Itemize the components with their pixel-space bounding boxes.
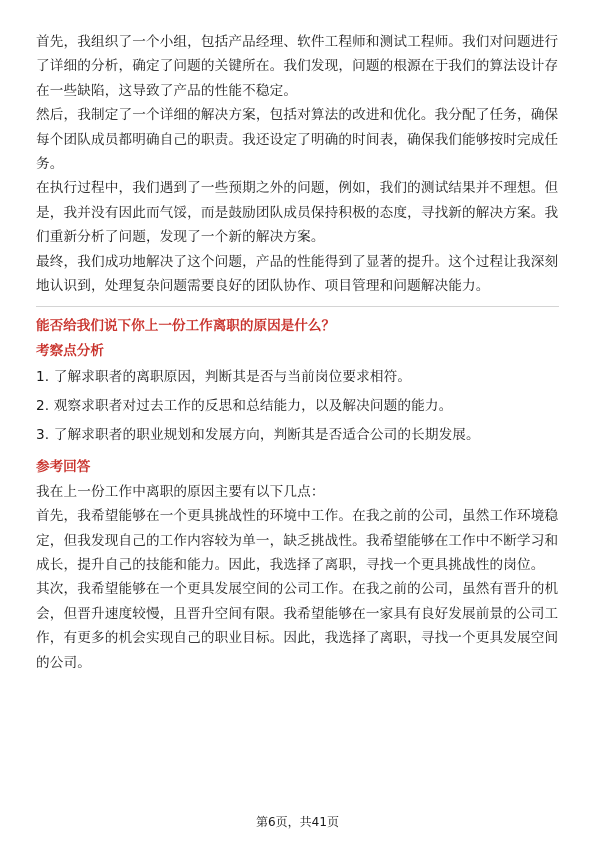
analysis-item-1: 1. 了解求职者的离职原因，判断其是否与当前岗位要求相符。: [36, 369, 412, 386]
question-title: 能否给我们说下你上一份工作离职的原因是什么？: [36, 318, 336, 335]
answer-heading: 参考回答: [36, 459, 91, 476]
page-number: 第6页，共41页: [256, 815, 339, 829]
intro-paragraph-4: 最终，我们成功地解决了这个问题，产品的性能得到了显著的提升。这个过程让我深刻地认识到，处理复杂问题需要良好的团队协作、项目管理和问题解决能力。: [36, 253, 559, 295]
document-page: [36, 30, 559, 675]
intro-paragraph-2: 然后，我制定了一个详细的解决方案，包括对算法的改进和优化。我分配了任务，确保每个团队成员都明确自己的职责。我还设定了明确的时间表，确保我们能够按时完成任务。: [36, 107, 559, 173]
analysis-item-2: 2. 观察求职者对过去工作的反思和总结能力，以及解决问题的能力。: [36, 398, 453, 415]
analysis-item-3: 3. 了解求职者的职业规划和发展方向，判断其是否适合公司的长期发展。: [36, 427, 480, 444]
intro-paragraph-3: 在执行过程中，我们遇到了一些预期之外的问题，例如，我们的测试结果并不理想。但是，我并没有因此而气馁，而是鼓励团队成员保持积极的态度，寻找新的解决方案。我们重新分析了问题，发现了一个新的解决方案。: [36, 180, 559, 246]
answer-paragraph-2: 首先，我希望能够在一个更具挑战性的环境中工作。在我之前的公司，虽然工作环境稳定，但我发现自己的工作内容较为单一，缺乏挑战性。我希望能够在工作中不断学习和成长，提升自己的技能和能力。因此，我选择了离职，寻找一个更具挑战性的岗位。: [36, 508, 559, 573]
intro-paragraph-1: 首先，我组织了一个小组，包括产品经理、软件工程师和测试工程师。我们对问题进行了详细的分析，确定了问题的关键所在。我们发现，问题的根源在于我们的算法设计存在一些缺陷，这导致了产品的性能不稳定。: [36, 34, 559, 99]
analysis-list: [36, 363, 559, 450]
answer-paragraph-1: 我在上一份工作中离职的原因主要有以下几点：: [36, 483, 325, 500]
section-divider: [36, 306, 559, 307]
answer-paragraph-3: 其次，我希望能够在一个更具发展空间的公司工作。在我之前的公司，虽然有晋升的机会，但晋升速度较慢，且晋升空间有限。我希望能够在一家具有良好发展前景的公司工作，有更多的机会实现自己的职业目标。因此，我选择了离职，寻找一个更具发展空间的公司。: [36, 581, 559, 671]
analysis-heading: 考察点分析: [36, 342, 104, 359]
